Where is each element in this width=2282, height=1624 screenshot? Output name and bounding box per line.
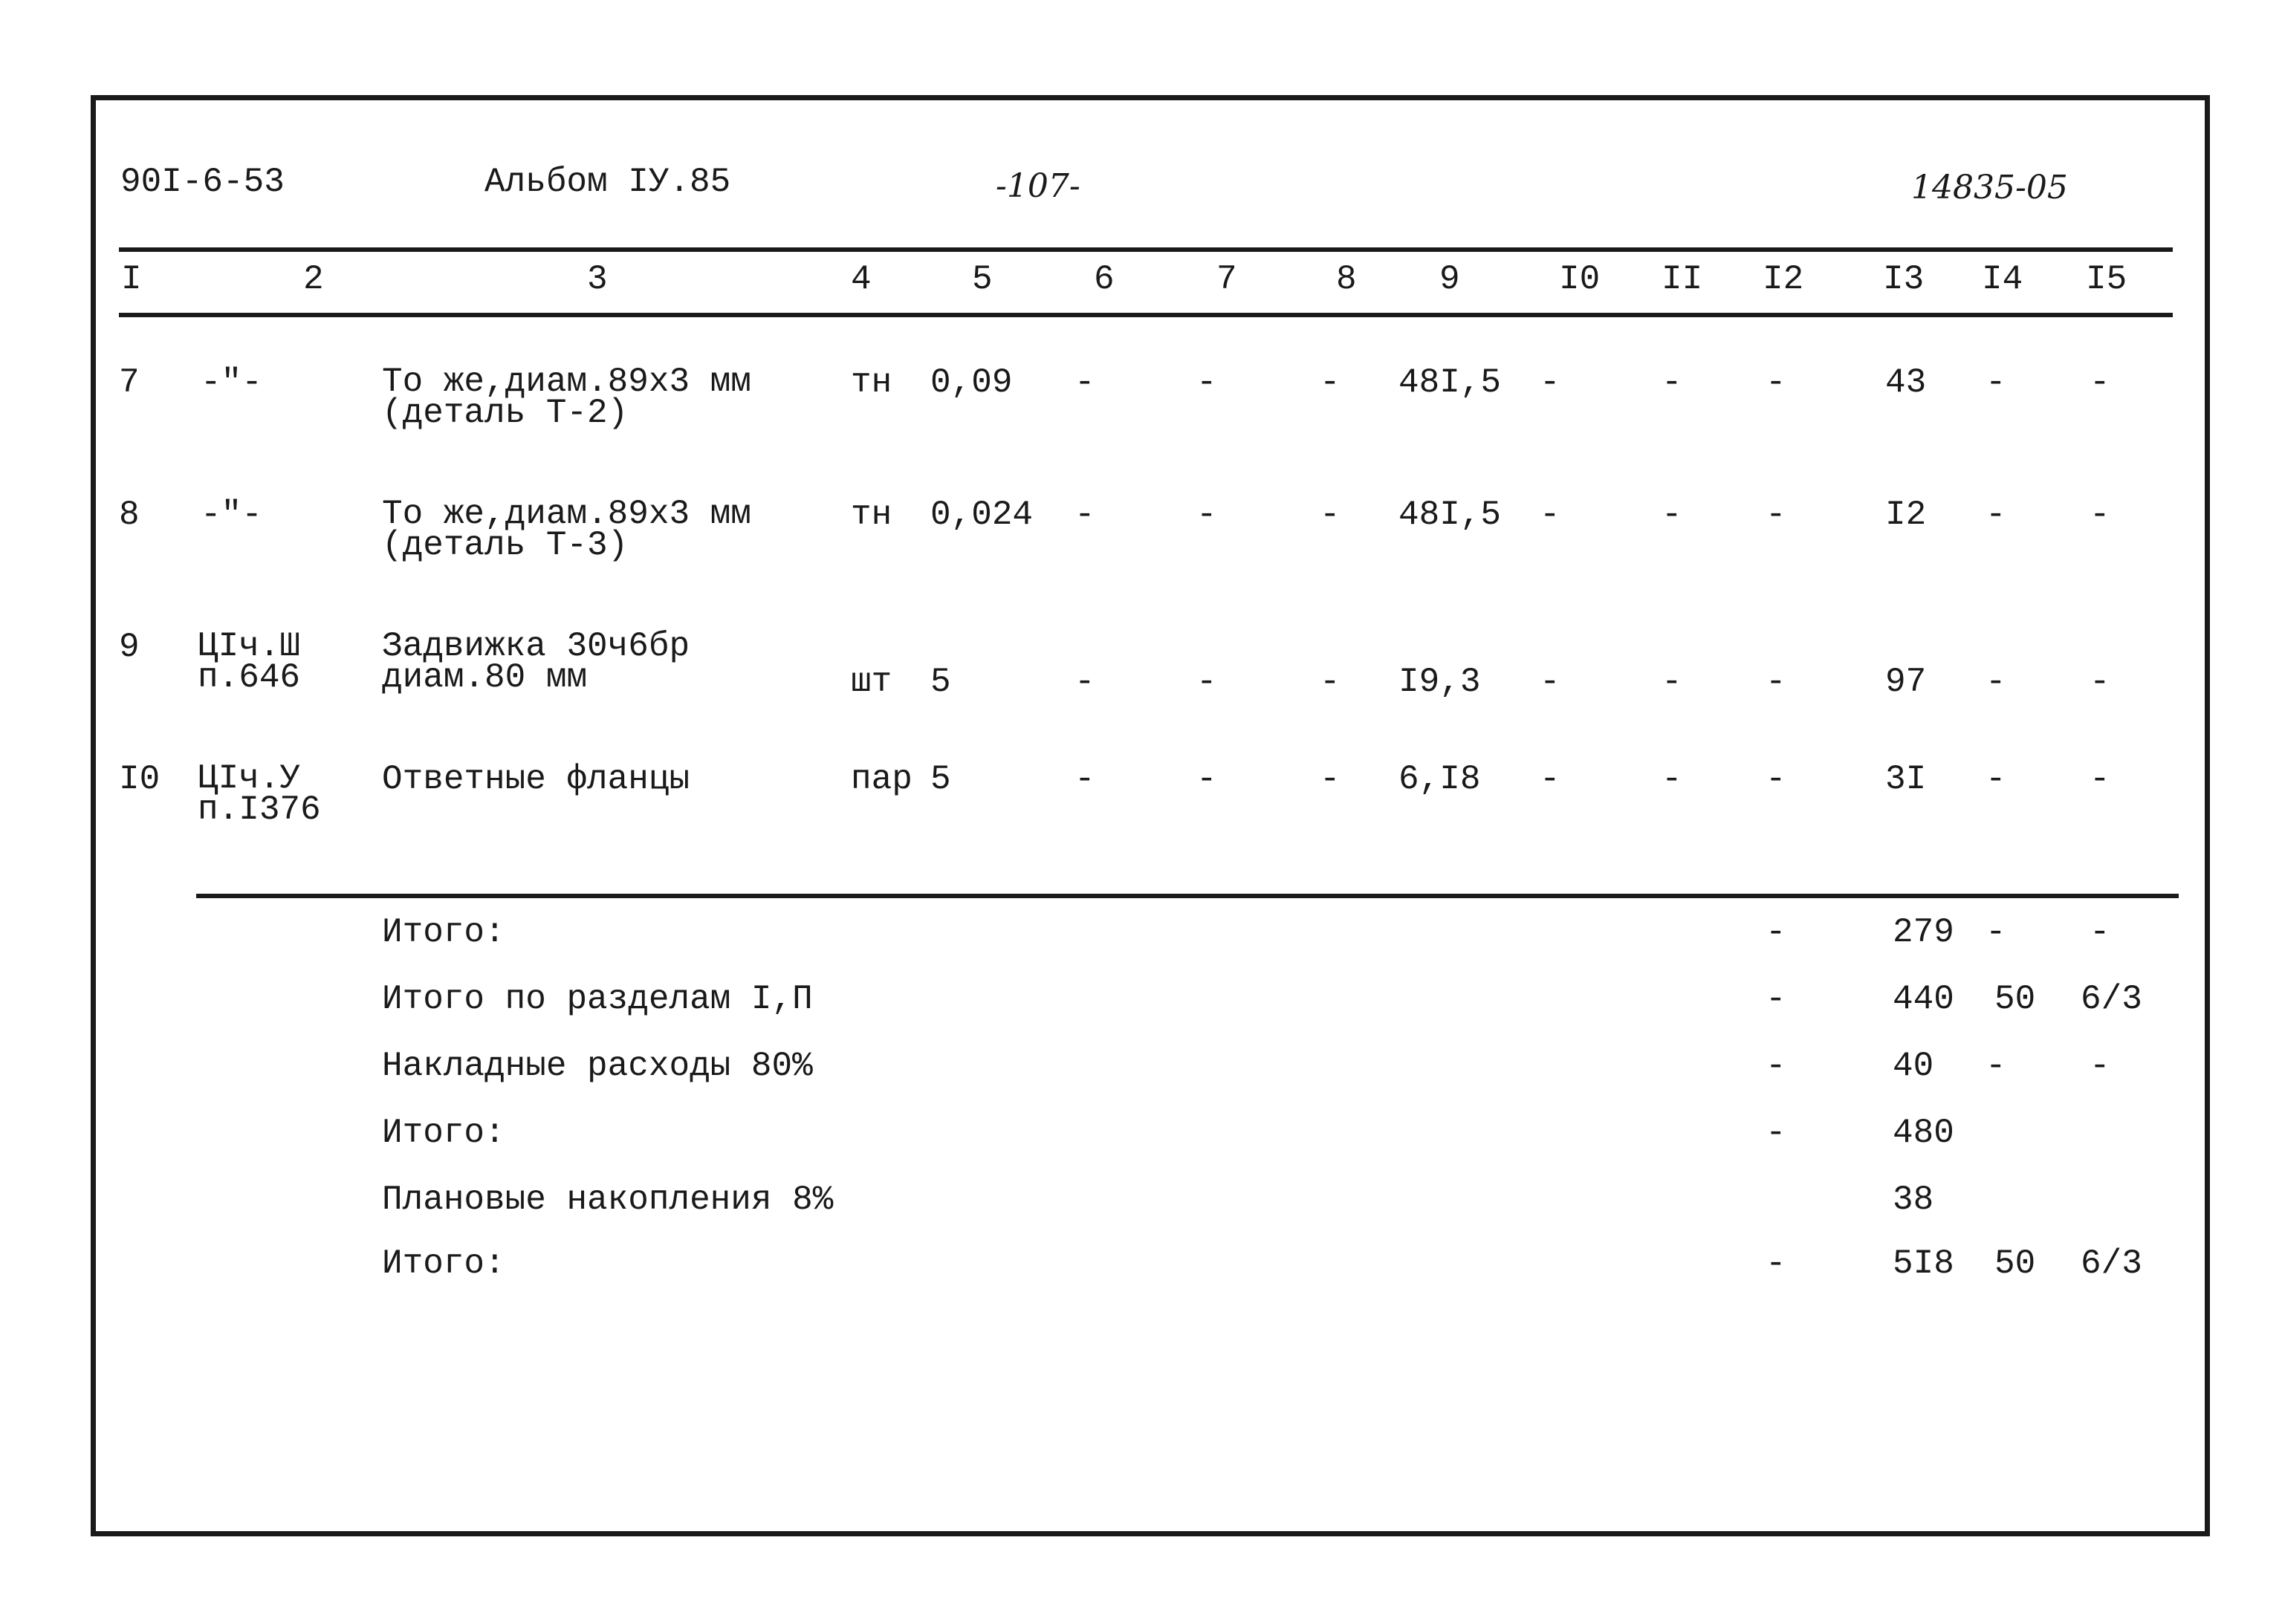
row-code-line2: п.646: [198, 658, 301, 697]
row-unit: тн: [851, 496, 892, 534]
row-code-line2: п.I376: [198, 790, 321, 829]
row-col11: -: [1662, 363, 1682, 402]
doc-code: 90I-6-53: [120, 163, 285, 201]
row-total: 3I: [1885, 760, 1927, 799]
column-header: 5: [972, 260, 993, 299]
row-total: 97: [1885, 663, 1927, 701]
row-price: I9,3: [1398, 663, 1481, 701]
row-description: То же,диам.89х3 мм: [382, 495, 751, 533]
row-col14: -: [1986, 363, 2006, 402]
totals-col13: 38: [1893, 1180, 1934, 1219]
row-col12: -: [1766, 363, 1786, 402]
row-col10: -: [1540, 760, 1560, 799]
totals-label: Итого по разделам I,П: [382, 980, 813, 1019]
row-unit: шт: [851, 663, 892, 701]
row-col6: -: [1074, 496, 1095, 534]
row-number: I0: [119, 760, 161, 799]
row-col15: -: [2090, 363, 2110, 402]
row-quantity: 5: [930, 760, 951, 799]
row-description-line2: (деталь Т-3): [382, 526, 629, 565]
totals-col12: -: [1766, 980, 1786, 1019]
row-total: I2: [1885, 496, 1927, 534]
row-col7: -: [1196, 363, 1217, 402]
totals-col15: 6/3: [2081, 980, 2142, 1019]
row-total: 43: [1885, 363, 1927, 402]
row-col8: -: [1320, 363, 1341, 402]
row-col14: -: [1986, 663, 2006, 701]
totals-col13: 440: [1893, 980, 1954, 1019]
totals-col13: 5I8: [1893, 1244, 1954, 1283]
row-col10: -: [1540, 363, 1560, 402]
header-top-rule: [119, 247, 2173, 252]
totals-col12: -: [1766, 1244, 1786, 1283]
row-quantity: 5: [930, 663, 951, 701]
totals-rule: [196, 894, 2179, 898]
column-header: I2: [1763, 260, 1804, 299]
totals-col13: 40: [1893, 1047, 1934, 1085]
column-header: I3: [1883, 260, 1925, 299]
row-col6: -: [1074, 663, 1095, 701]
row-col12: -: [1766, 496, 1786, 534]
row-code: -"-: [201, 496, 262, 534]
row-unit: тн: [851, 363, 892, 402]
totals-label: Итого:: [382, 1244, 505, 1283]
row-col8: -: [1320, 760, 1341, 799]
column-header: 7: [1216, 260, 1237, 299]
row-col8: -: [1320, 663, 1341, 701]
column-header: II: [1662, 260, 1703, 299]
row-col11: -: [1662, 663, 1682, 701]
totals-label: Итого:: [382, 1114, 505, 1152]
totals-label: Итого:: [382, 913, 505, 952]
row-col14: -: [1986, 496, 2006, 534]
document-frame: [91, 95, 2210, 1536]
row-unit: пар: [851, 760, 913, 799]
row-col10: -: [1540, 663, 1560, 701]
totals-label: Накладные расходы 80%: [382, 1047, 813, 1085]
column-header: 9: [1439, 260, 1460, 299]
totals-col15: -: [2090, 1047, 2110, 1085]
column-header: I5: [2086, 260, 2127, 299]
row-code: -"-: [201, 363, 262, 402]
row-quantity: 0,024: [930, 496, 1034, 534]
row-col15: -: [2090, 496, 2110, 534]
row-description: То же,диам.89х3 мм: [382, 363, 751, 401]
column-header: I0: [1559, 260, 1601, 299]
totals-col14: -: [1986, 1047, 2006, 1085]
column-header: 2: [303, 260, 324, 299]
header-bottom-rule: [119, 313, 2173, 317]
column-header: I: [121, 260, 142, 299]
row-price: 48I,5: [1398, 363, 1502, 402]
column-header: 3: [587, 260, 608, 299]
album-title: Альбом IУ.85: [484, 163, 731, 201]
sheet-number: 14835-05: [1911, 169, 2068, 207]
row-col12: -: [1766, 760, 1786, 799]
totals-col12: -: [1766, 913, 1786, 952]
row-quantity: 0,09: [930, 363, 1013, 402]
totals-col13: 480: [1893, 1114, 1954, 1152]
totals-col15: 6/3: [2081, 1244, 2142, 1283]
row-price: 6,I8: [1398, 760, 1481, 799]
row-price: 48I,5: [1398, 496, 1502, 534]
row-description: Ответные фланцы: [382, 760, 690, 799]
row-col7: -: [1196, 760, 1217, 799]
column-header: 6: [1094, 260, 1115, 299]
row-col11: -: [1662, 760, 1682, 799]
totals-label: Плановые накопления 8%: [382, 1180, 834, 1219]
column-header: 8: [1336, 260, 1357, 299]
totals-col14: 50: [1994, 980, 2036, 1019]
row-col15: -: [2090, 760, 2110, 799]
totals-col14: -: [1986, 913, 2006, 952]
totals-col15: -: [2090, 913, 2110, 952]
totals-col12: -: [1766, 1114, 1786, 1152]
totals-col14: 50: [1994, 1244, 2036, 1283]
row-col14: -: [1986, 760, 2006, 799]
row-number: 9: [119, 628, 140, 666]
row-col11: -: [1662, 496, 1682, 534]
row-col15: -: [2090, 663, 2110, 701]
row-number: 8: [119, 496, 140, 534]
row-col7: -: [1196, 496, 1217, 534]
row-description-line2: (деталь Т-2): [382, 394, 629, 432]
column-header: 4: [851, 260, 872, 299]
totals-col13: 279: [1893, 913, 1954, 952]
row-description: Задвижка 30ч6бр: [382, 627, 690, 666]
row-col10: -: [1540, 496, 1560, 534]
row-description-line2: диам.80 мм: [382, 658, 588, 697]
row-col6: -: [1074, 760, 1095, 799]
row-code: ЦIч.Ш: [198, 627, 301, 666]
row-number: 7: [119, 363, 140, 402]
row-col7: -: [1196, 663, 1217, 701]
totals-col12: -: [1766, 1047, 1786, 1085]
column-header: I4: [1982, 260, 2023, 299]
row-col8: -: [1320, 496, 1341, 534]
row-code: ЦIч.У: [198, 759, 301, 798]
page-number: -107-: [996, 167, 1080, 205]
row-col6: -: [1074, 363, 1095, 402]
row-col12: -: [1766, 663, 1786, 701]
